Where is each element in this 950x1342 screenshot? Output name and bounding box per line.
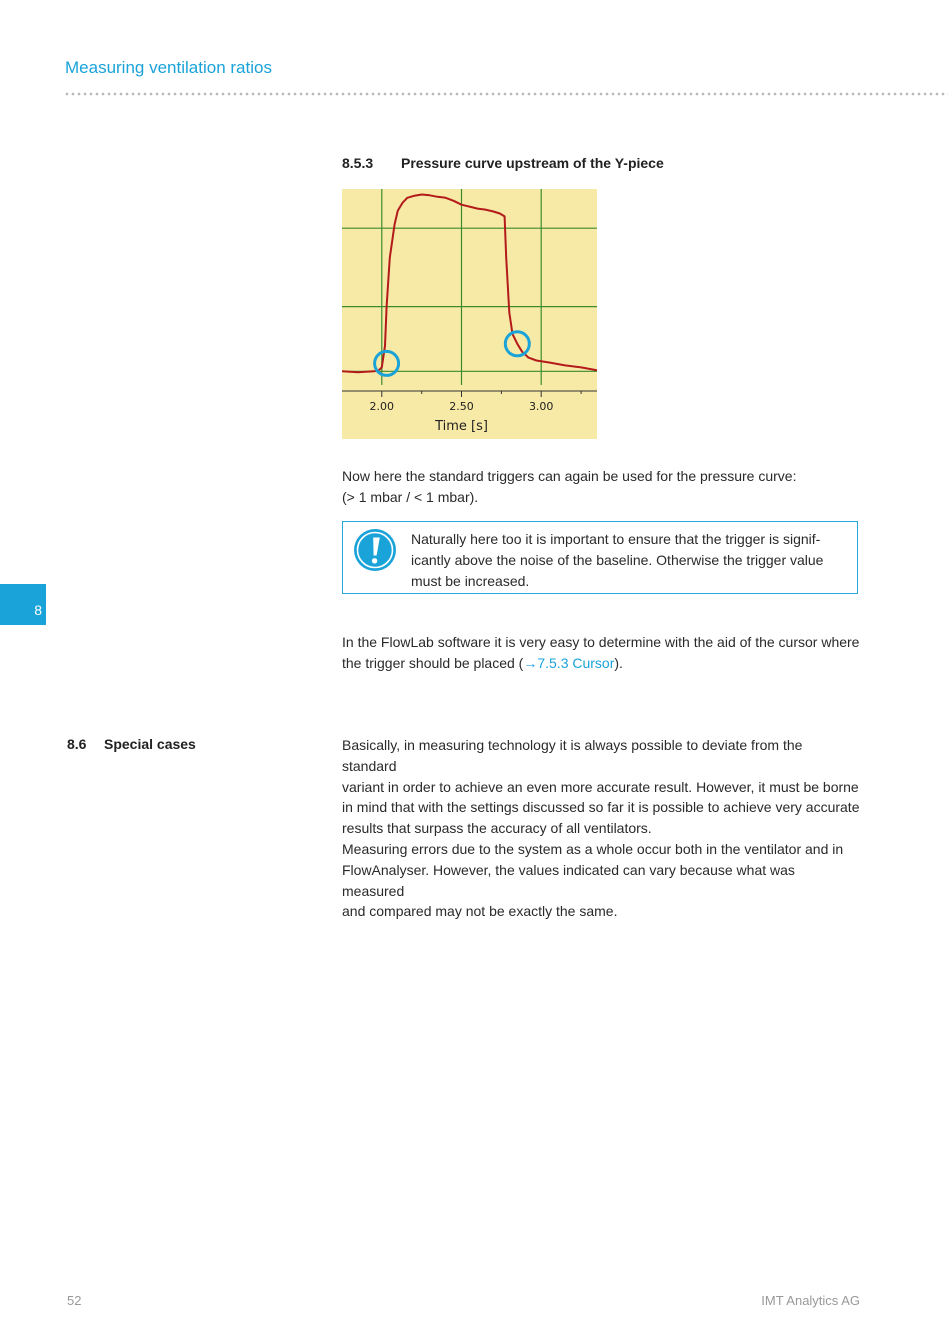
paragraph-line: In the FlowLab software it is very easy to determine with the aid of the cursor where [342, 634, 860, 650]
section-title: Pressure curve upstream of the Y-piece [401, 155, 664, 171]
paragraph-line: (> 1 mbar / < 1 mbar). [342, 488, 479, 505]
paragraph-special-cases-1 [342, 735, 860, 839]
chapter-number: 8 [34, 602, 42, 618]
cross-reference-link[interactable] [523, 655, 614, 671]
header-dotted-divider [64, 92, 948, 96]
pressure-curve-chart [342, 189, 597, 439]
text-fragment: ). [614, 654, 623, 671]
paragraph-line: FlowAnalyser. However, the values indicated can vary because what was measured [342, 861, 795, 899]
section-number: 8.5.3 [342, 155, 374, 171]
paragraph-line [342, 653, 860, 674]
note-line: Naturally here too it is important to ensure that the trigger is signif- [411, 531, 821, 547]
paragraph-line: Basically, in measuring technology it is always possible to deviate from the standard [342, 737, 803, 774]
footer-company: IMT Analytics AG [761, 1293, 860, 1308]
page-number: 52 [67, 1293, 82, 1308]
arrow-icon: → [523, 654, 538, 671]
x-tick-label: 2.00 [369, 400, 395, 413]
paragraph-line: Now here the standard triggers can again be used for the pressure curve: [342, 468, 797, 484]
paragraph-special-cases-2 [342, 839, 860, 922]
x-axis-label: Time [s] [435, 419, 488, 434]
x-tick-label: 2.50 [449, 400, 474, 413]
running-header-title: Measuring ventilation ratios [65, 58, 272, 77]
x-tick-label: 3.00 [528, 400, 554, 413]
paragraph-cursor [342, 632, 860, 674]
link-text: 7.5.3 Cursor [537, 654, 615, 671]
section-number: 8.6 [67, 736, 87, 752]
section-title: Special cases [104, 736, 196, 752]
note-box [342, 521, 858, 594]
paragraph-line: results that surpass the accuracy of all ventilators. [342, 820, 652, 837]
chapter-tab [0, 584, 46, 625]
paragraph-line: Measuring errors due to the system as a whole occur both in the ventilator and in [342, 841, 844, 857]
note-text [411, 529, 847, 591]
paragraph-standard-triggers [342, 466, 860, 508]
paragraph-line: variant in order to achieve an even more accurate result. However, it must be borne [342, 778, 859, 795]
paragraph-line: and compared may not be exactly the same. [342, 903, 618, 920]
pressure-curve-line [342, 195, 597, 373]
note-line: must be increased. [411, 572, 530, 589]
section-heading-8-5-3 [342, 155, 664, 171]
section-heading-8-6 [67, 736, 196, 752]
note-line: icantly above the noise of the baseline. Otherwise the trigger value [411, 551, 824, 568]
pressure-curve-svg [342, 189, 597, 439]
paragraph-line: in mind that with the settings discussed so far it is possible to achieve very accurate [342, 799, 860, 816]
exclamation-icon [352, 527, 398, 573]
text-fragment: the trigger should be placed ( [342, 654, 524, 671]
